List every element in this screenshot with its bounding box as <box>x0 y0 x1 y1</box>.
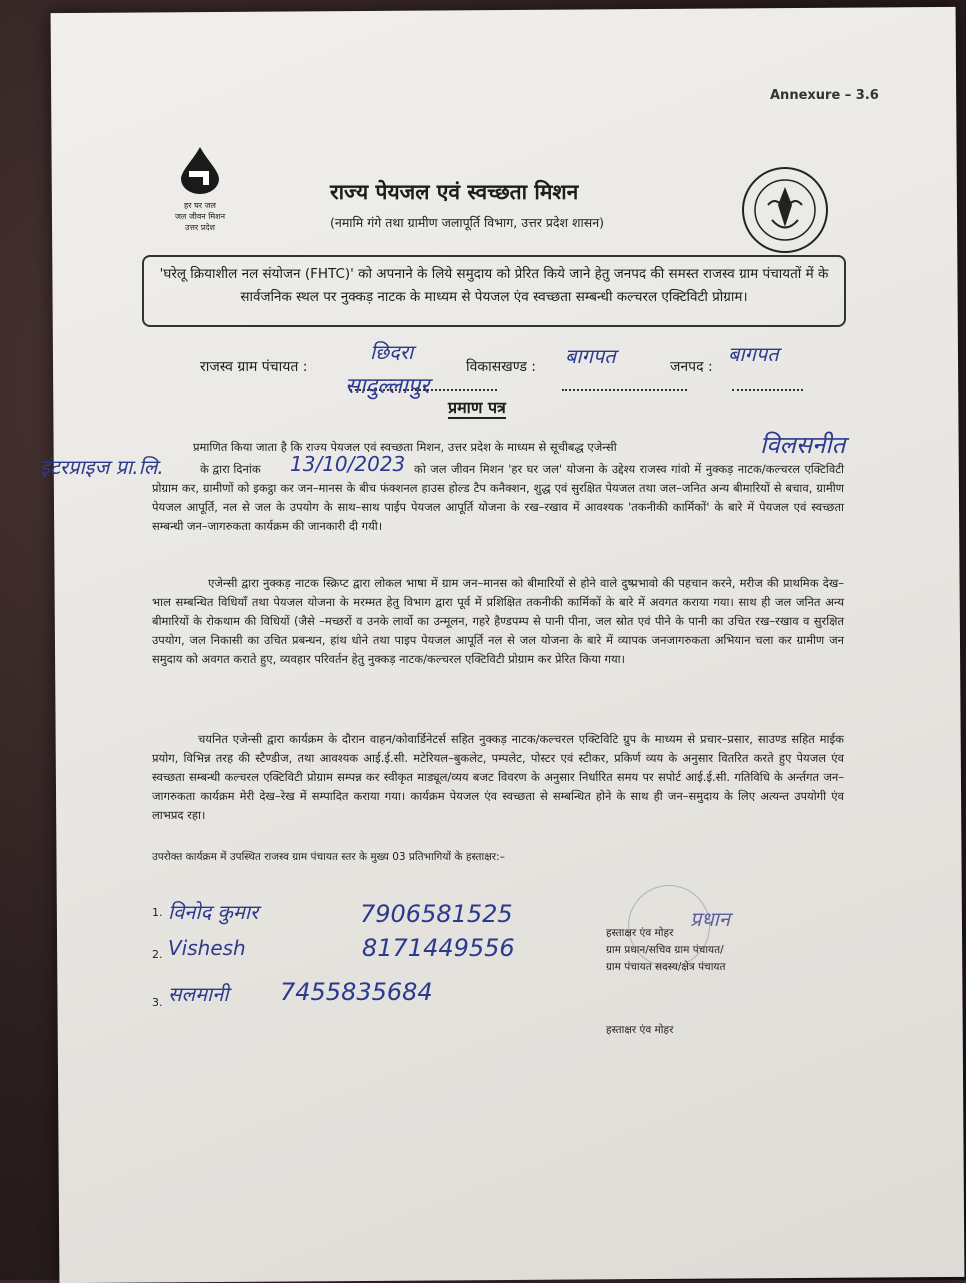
logo-tagline-3: उत्तर प्रदेश <box>185 223 215 232</box>
logo-tagline-1: हर घर जल <box>184 201 216 210</box>
emblem-icon <box>740 165 830 255</box>
seal-label <box>606 1022 673 1039</box>
para-1-body: को जल जीवन मिशन 'हर घर जल' योजना के उद्देश्य राजस्व गांवो में नुक्कड़ नाटक/कल्चरल एक्टिविटी प्रोग्राम कर, ग्रामीणों को इकट्ठा कर जन–मानस के बीच फंक्शनल हाउस होल्ड टैप कनैक्शन, शुद्ध एवं सुरक्षित पेयजल तथा जल–जनित अन्य बीमारियों से बचाव, ग्रामीण पेयजल आपूर्ति, नल से जल के उपयोग के साथ–साथ पाईप पेयजल आपूर्ति योजना के रख–रखाव में आवश्यक 'तकनीकी कार्मिकों' के बारे में पेयजल एवं स्वच्छता सम्बन्धी जन–जागरुकता कार्यक्रम की जानकारी दी गयी। <box>152 462 844 533</box>
para-1-date-label: के द्वारा दिनांक <box>200 462 261 476</box>
district-label: जनपद : <box>670 359 713 375</box>
pradhan-signature: प्रधान <box>690 907 730 931</box>
district-dots <box>732 373 803 391</box>
seal-label-1: हस्ताक्षर एंव मोहर <box>606 1024 674 1036</box>
certificate-title-text: प्रमाण पत्र <box>448 398 506 417</box>
sig-row-2-number: 2. <box>152 948 163 961</box>
signatures-intro: उपरोक्त कार्यक्रम में उपस्थित राजस्व ग्राम पंचायत स्तर के मुख्य 03 प्रतिभागियों के हस्ताक्षर:– <box>152 851 505 863</box>
hand-date: 13/10/2023 <box>290 452 406 476</box>
logo-tagline-2: जल जीवन मिशन <box>174 212 226 221</box>
up-government-emblem <box>740 165 830 255</box>
sig-row-1-name: विनोद कुमार <box>168 900 259 924</box>
har-ghar-jal-logo <box>165 145 235 232</box>
gram-panchayat-label: राजस्व ग्राम पंचायत : <box>200 359 308 375</box>
hand-panchayat-value-1: छिदरा <box>370 340 414 364</box>
para-1-intro: प्रमाणित किया जाता है कि राज्य पेयजल एवं स्वच्छता मिशन, उत्तर प्रदेश के माध्यम से सूचीबद्ध एजेन्सी <box>193 440 617 454</box>
sig-row-3-phone: 7455835684 <box>280 978 433 1006</box>
mission-title: राज्य पेयजल एवं स्वच्छता मिशन <box>330 180 579 204</box>
mission-subtitle: (नमामि गंगे तथा ग्रामीण जलापूर्ति विभाग, उत्तर प्रदेश शासन) <box>330 215 605 230</box>
pradhan-label-2: ग्राम प्रधान/सचिव ग्राम पंचायत/ <box>606 944 724 956</box>
program-description-box: 'घरेलू क्रियाशील नल संयोजन (FHTC)' को अपनाने के लिये समुदाय को प्रेरित किये जाने हेतु जनपद की समस्त राजस्व ग्राम पंचायतों में के सार्वजनिक स्थल पर नुक्कड़ नाटक के माध्यम से पेयजल एंव स्वच्छता सम्बन्धी कल्चरल एक्टिविटी प्रोग्राम। <box>142 255 846 327</box>
para-2: एजेन्सी द्वारा नुक्कड़ नाटक स्क्रिप्ट द्वारा लोकल भाषा में ग्राम जन–मानस को बीमारियों से होने वाले दुष्प्रभावो की पहचान करने, मरीज की प्राथमिक देख–भाल सम्बन्धित विधियाँ तथा पेयजल योजना के मरम्मत हेतु विभाग द्वारा पूर्व में प्रशिक्षित तकनीकी कार्मिकों के बारे में अवगत कराया गया। साथ ही जल जनित अन्य बीमारियों के रोकथाम की विधियों (जैसे –मच्छरों व उनके लार्वो का उन्मूलन, गहरे हैण्डपम्प से पानी पीना, जल स्रोत एवं पीने के पानी का उचित रख–रखाव व सुरक्षित उपयोग, जल निकासी का उचित प्रबन्धन, हांथ धोने तथा पाइप पेयजल आपूर्ति नल से जल योजना के बारे में व्यापक जनजागरुकता अभियान चला कर ग्रामीण जन समुदाय को अवगत कराते हुए, व्यवहार परिवर्तन हेतु नुक्कड़ नाटक/कल्चरल एक्टिविटी प्रोग्राम कर प्रेरित किया गया। <box>152 576 844 666</box>
sig-row-2-name: Vishesh <box>168 936 246 960</box>
sig-row-3-number: 3. <box>152 996 163 1009</box>
sig-row-2-phone: 8171449556 <box>362 934 515 962</box>
hand-panchayat-value-2: सादुल्लापुर <box>345 374 430 399</box>
hand-agency-name: विलसनीत <box>760 431 846 459</box>
pradhan-label-3: ग्राम पंचायत सदस्य/क्षेत्र पंचायत <box>606 961 726 973</box>
pradhan-label <box>606 925 726 976</box>
para-3: चयनित एजेन्सी द्वारा कार्यक्रम के दौरान वाहन/कोवार्डिनेटर्स सहित नुक्कड़ नाटक/कल्चरल एक्टिविटि ग्रुप के माध्यम से प्रचार–प्रसार, साउण्ड सहित माईक प्रयोग, विभिन्न तरह की स्टैण्डीज, तथा आवश्यक आई.ई.सी. मटेरियल–बुकलेट, पम्पलेट, पोस्टर एवं स्टीकर, प्रकिर्ण व्यय के अनुसार वितरित करते हुए पेयजल एंव स्वच्छता सम्बन्धी कल्चरल एक्टिविटी प्रोग्राम सम्पन्न कर स्वीकृत माड्यूल/व्यय बजट विवरण के अनुसार निर्धारित समय पर सपोर्ट आई.ई.सी. गतिविधि के अर्न्तगत जन–जागरुकता कार्यक्रम मेरी देख–रेख में सम्पादित कराया गया। कार्यक्रम पेयजल एंव स्वच्छता से सम्बन्धित होने के साथ ही जन–समुदाय के लिए अत्यन्त उपयोगी एंव लाभप्रद रहा। <box>152 732 844 822</box>
hand-district-value: बागपत <box>728 342 779 366</box>
hand-block-value: बागपत <box>565 344 616 368</box>
block-dots <box>562 373 687 391</box>
hand-agency-suffix: इंटरप्राइज प्रा.लि. <box>40 455 164 479</box>
annexure-label: Annexure – 3.6 <box>770 88 879 103</box>
sig-row-1-number: 1. <box>152 906 163 919</box>
certificate-title <box>448 396 506 418</box>
sig-row-1-phone: 7906581525 <box>360 900 513 928</box>
block-label: विकासखण्ड : <box>466 359 537 375</box>
water-drop-icon <box>177 145 223 195</box>
pradhan-label-1: हस्ताक्षर एंव मोहर <box>606 927 674 939</box>
sig-row-3-name: सलमानी <box>168 982 229 1006</box>
